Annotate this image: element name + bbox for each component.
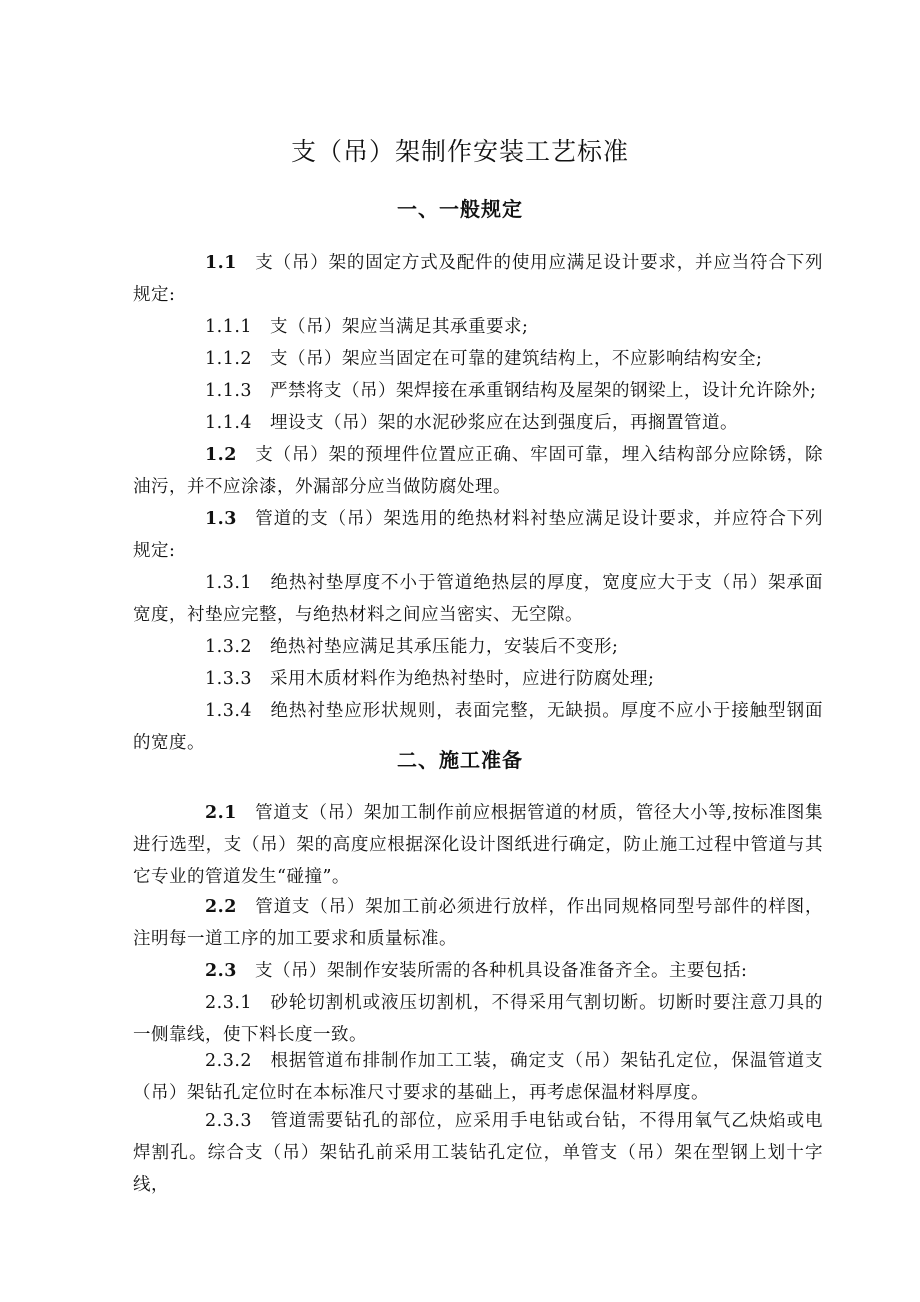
paragraph <box>133 663 823 695</box>
paragraph <box>133 891 823 955</box>
clause-number: 1.3.4 <box>205 701 253 721</box>
paragraph <box>133 503 823 567</box>
paragraph <box>133 311 823 343</box>
paragraph <box>133 955 823 987</box>
paragraph <box>133 343 823 375</box>
clause-text: 管道支（吊）架加工制作前应根据管道的材质，管径大小等,按标准图集进行选型，支（吊）架的高度应根据深化设计图纸进行确定，防止施工过程中管道与其它专业的管道发生“碰撞”。 <box>133 803 823 887</box>
clause-text: 绝热衬垫应形状规则，表面完整，无缺损。厚度不应小于接触型钢面的宽度。 <box>133 701 823 753</box>
clause-number: 2.1 <box>205 803 237 823</box>
clause-text: 严禁将支（吊）架焊接在承重钢结构及屋架的钢梁上，设计允许除外; <box>270 381 817 401</box>
clause-number: 1.1.1 <box>205 317 253 337</box>
clause-number: 1.3 <box>205 509 237 529</box>
clause-number: 1.3.1 <box>205 573 253 593</box>
paragraph <box>133 1045 823 1109</box>
clause-text: 绝热衬垫应满足其承压能力，安装后不变形; <box>270 637 619 657</box>
clause-text: 管道需要钻孔的部位，应采用手电钻或台钻，不得用氧气乙炔焰或电焊割孔。综合支（吊）架钻孔前采用工装钻孔定位，单管支（吊）架在型钢上划十字线， <box>133 1111 823 1195</box>
clause-text: 根据管道布排制作加工工装，确定支（吊）架钻孔定位，保温管道支（吊）架钻孔定位时在本标准尺寸要求的基础上，再考虑保温材料厚度。 <box>133 1051 823 1103</box>
paragraph <box>133 375 823 407</box>
paragraph <box>133 439 823 503</box>
paragraph <box>133 567 823 631</box>
clause-number: 1.3.3 <box>205 669 253 689</box>
section-heading-general: 一、一般规定 <box>397 197 523 221</box>
clause-text: 埋设支（吊）架的水泥砂浆应在达到强度后，再搁置管道。 <box>270 413 739 433</box>
clause-number: 1.1.3 <box>205 381 253 401</box>
clause-text: 支（吊）架的预埋件位置应正确、牢固可靠，埋入结构部分应除锈，除油污，并不应涂漆，外漏部分应当做防腐处理。 <box>133 445 823 497</box>
paragraph <box>133 797 823 893</box>
clause-number: 1.1.2 <box>205 349 253 369</box>
clause-text: 支（吊）架的固定方式及配件的使用应满足设计要求，并应当符合下列规定: <box>133 253 823 305</box>
clause-number: 2.2 <box>205 897 237 917</box>
clause-number: 2.3.1 <box>205 993 253 1013</box>
clause-number: 1.1 <box>205 253 237 273</box>
clause-text: 支（吊）架应当满足其承重要求; <box>270 317 529 337</box>
paragraph <box>133 987 823 1051</box>
clause-text: 砂轮切割机或液压切割机，不得采用气割切断。切断时要注意刀具的一侧靠线，使下料长度一致。 <box>133 993 823 1045</box>
paragraph <box>133 407 823 439</box>
clause-number: 1.3.2 <box>205 637 253 657</box>
clause-text: 采用木质材料作为绝热衬垫时，应进行防腐处理; <box>270 669 655 689</box>
clause-text: 支（吊）架应当固定在可靠的建筑结构上，不应影响结构安全; <box>270 349 763 369</box>
document-title: 支（吊）架制作安装工艺标准 <box>290 137 629 166</box>
clause-number: 1.1.4 <box>205 413 253 433</box>
clause-number: 2.3 <box>205 961 237 981</box>
clause-number: 2.3.2 <box>205 1051 253 1071</box>
clause-text: 管道支（吊）架加工前必须进行放样，作出同规格同型号部件的样图，注明每一道工序的加工要求和质量标准。 <box>133 897 823 949</box>
section-heading-preparation: 二、施工准备 <box>397 748 523 772</box>
paragraph <box>133 247 823 311</box>
clause-number: 2.3.3 <box>205 1111 253 1131</box>
clause-number: 1.2 <box>205 445 237 465</box>
clause-text: 绝热衬垫厚度不小于管道绝热层的厚度，宽度应大于支（吊）架承面宽度，衬垫应完整，与绝热材料之间应当密实、无空隙。 <box>133 573 823 625</box>
clause-text: 支（吊）架制作安装所需的各种机具设备准备齐全。主要包括: <box>254 961 748 981</box>
paragraph <box>133 631 823 663</box>
paragraph <box>133 1105 823 1201</box>
clause-text: 管道的支（吊）架选用的绝热材料衬垫应满足设计要求，并应符合下列规定: <box>133 509 823 561</box>
